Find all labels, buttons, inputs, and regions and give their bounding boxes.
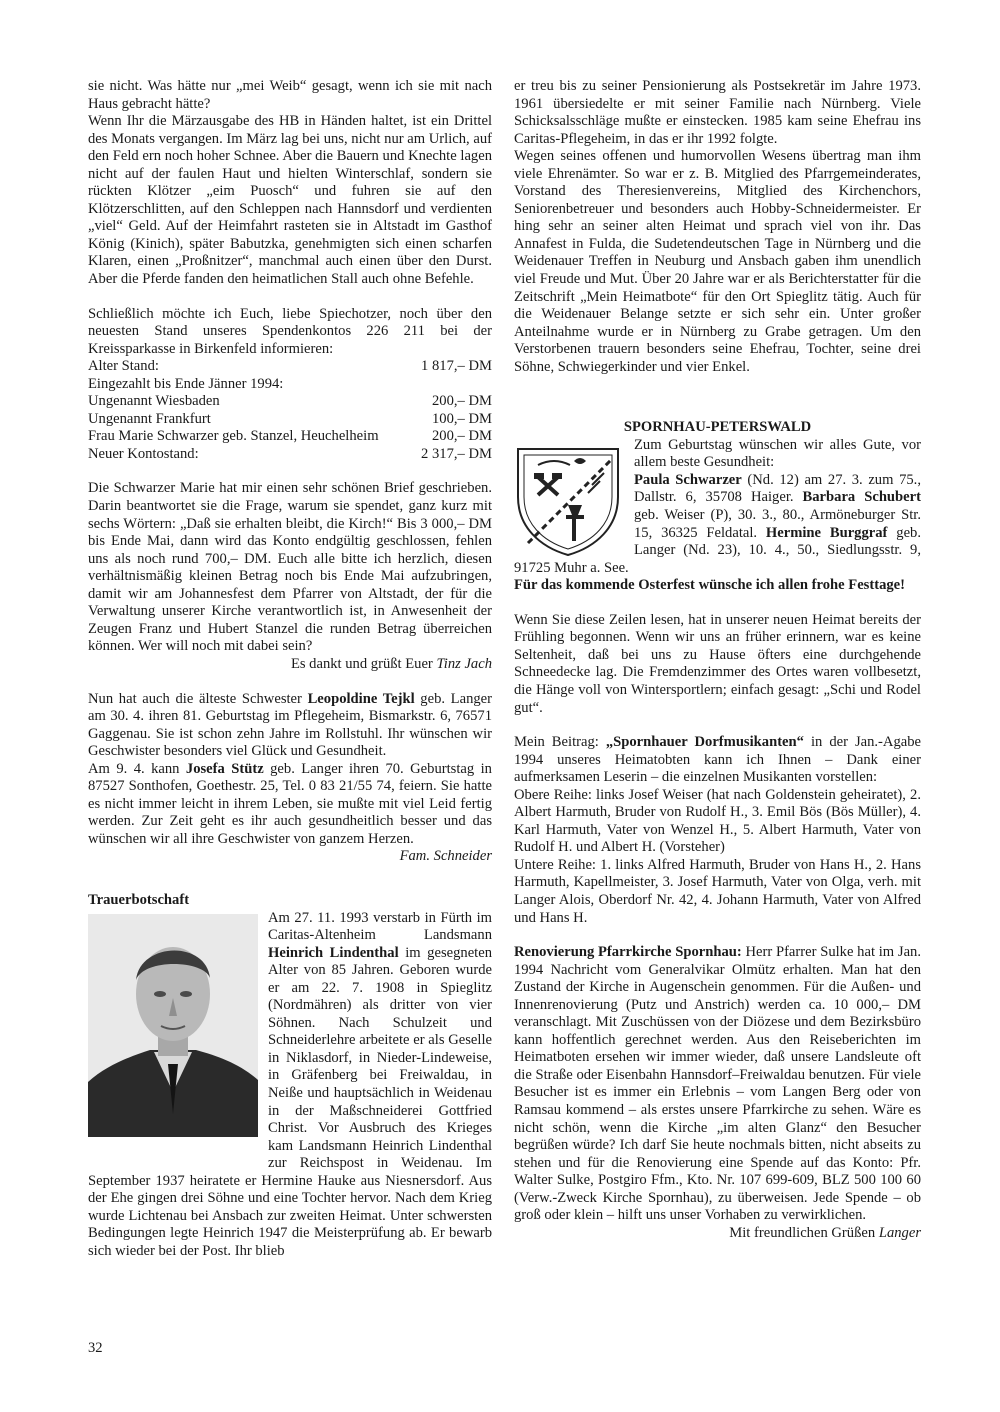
- donation-label: Alter Stand:: [88, 358, 159, 375]
- page-number: 32: [88, 1340, 103, 1356]
- stuetz-text: Am 9. 4. kann: [88, 760, 180, 777]
- coat-of-arms-frame: [514, 437, 628, 557]
- thanks-line: [88, 656, 492, 674]
- renovation-paragraph: [514, 944, 921, 1225]
- music-title: „Spornhauer Dorfmusikanten“: [605, 734, 804, 751]
- donation-row: [88, 446, 492, 464]
- renovation-heading: Renovierung Pfarrkirche Spornhau:: [514, 944, 742, 961]
- donation-label: Ungenannt Frankfurt: [88, 410, 211, 427]
- donation-label: Ungenannt Wiesbaden: [88, 393, 220, 410]
- spring-paragraph: Wenn Sie diese Zeilen lesen, hat in unserer neuen Heimat bereits der Frühling begonnen. Wenn wir uns an früher erinnern, war es keine Seltenheit, daß bei uns zu Hause öfters eine durchgehende Schneedecke lag. Die Fremdenzimmer des Ortes waren vollbesetzt, die Hänge voll von Wintersportlern; einfach gesagt: „Schi und Rodel gut“.: [514, 611, 921, 716]
- tejkl-text: Nun hat auch die älteste Schwester: [88, 690, 302, 707]
- intro-paragraph: sie nicht. Was hätte nur „mei Weib“ gesagt, wenn ich sie mit nach Haus gebracht hätte?: [88, 78, 492, 112]
- stuetz-paragraph: [88, 761, 492, 849]
- obituary-continuation-2: Wegen seines offenen und humorvollen Wesens übertrag man ihm viele Ehrenämter. So war er z. B. Mitglied des Pfarrgemeinderates, Vorstand des Theresienvereins, Mitglied des Kirchenchors, Seniorenbetreuer und besonders auch Hobby-Schneidermeister. Er hing sehr an seiner alten Heimat und sprach viel von ihr. Das Annafest in Fulda, die Sudetendeutschen Tage in Nürnberg und die Weidenauer Treffen in Neuburg und Ansbach gaben ihm unendlich viel Freude und Mut. Über 20 Jahre war er als Berichterstatter für die Zeitschrift „Mein Heimatbote“ für den Ort Spieglitz tätig. Auch für die Weidenauer Belange setzte er sich sehr ein. Unter großer Anteilnahme wurde er in Nürnberg zu Grabe getragen. Um den Verstorbenen trauern besonders seine Ehefrau, Tochter, seine drei Söhne, Schwiegerkinder und vier Enkel.: [514, 148, 921, 375]
- donation-value: 1 817,– DM: [421, 358, 492, 375]
- stuetz-details: geb. Langer ihren 70. Geburtstag in 87527 Sonthofen, Goethestr. 25, Tel. 0 83 21/55 74, feiern. Sie hatte es nicht immer leicht in ihrem Leben, sie mußte mit viel Leid fertig werden. Zur Zeit geht es ihr auch gesundheitlich besser und das wünschen wir all ihre Geschwister von ganzem Herzen.: [88, 760, 492, 847]
- donation-row: [88, 358, 492, 376]
- donation-row: [88, 376, 492, 394]
- birthday-details: (Nd. 12) am 27. 3. zum 75., Dallstr. 6, 35708 Haiger.: [634, 471, 921, 506]
- obituary-heading: Trauerbotschaft: [88, 891, 190, 908]
- donation-intro: Schließlich möchte ich Euch, liebe Spiechotzer, noch über den neuesten Stand unseres Spendenkontos 226 211 bei der Kreissparkasse in Birkenfeld informieren:: [88, 305, 492, 357]
- schwarzer-paragraph: Die Schwarzer Marie hat mir einen sehr schönen Brief geschrieben. Darin beantwortet sie die Frage, warum sie spendet, ganz kurz mit sechs Wörtern: „Daß sie erhalten bleibt, die Kirch!“ Bis 3 000,– DM bis Ende Mai, dann wird das Konto endgültig geschlossen, fehlen uns als noch rund 700,– DM. Euch alle bitte ich herzlich, diesen verhältnismäßig kleinen Betrag noch bis Ende Mai aufzubringen, damit wir am Johannesfest dem Pfarrer von Altstadt, der für die Verwaltung unserer Kirche verantwortlich ist, in Anwesenheit der Zeugen Franz und Hubert Stanzel die runden Betrag überreichen können. Wer will noch mit dabei sein?: [88, 480, 492, 655]
- music-text: Mein Beitrag:: [514, 734, 599, 751]
- coat-of-arms-icon: [514, 443, 622, 557]
- portrait-image: [88, 914, 258, 1137]
- easter-greeting: Für das kommende Osterfest wünsche ich allen frohe Festtage!: [514, 577, 906, 594]
- birthday-name: Paula Schwarzer: [634, 471, 742, 488]
- lower-row-paragraph: Untere Reihe: 1. links Alfred Harmuth, Bruder von Hans H., 2. Hans Harmuth, Kapellmeister, 3. Josef Harmuth, Vater von Olga, verh. mit Langer Alois, Oberdorf Nr. 42, 4. Johann Harmuth, Vater von Alfred und Hans H.: [514, 856, 921, 926]
- right-column: [514, 78, 921, 1242]
- donation-label: Frau Marie Schwarzer geb. Stanzel, Heuchelheim: [88, 428, 379, 445]
- portrait-photo-frame: [88, 910, 262, 1156]
- birthday-name: Hermine Burggraf: [765, 524, 888, 541]
- birthday-name: Barbara Schubert: [802, 489, 921, 506]
- closing-line: [514, 1225, 921, 1243]
- upper-row-paragraph: Obere Reihe: links Josef Weiser (hat nach Goldenstein geheiratet), 2. Albert Harmuth, Bruder von Rudolf H., 3. Emil Bös (Bös Müller), 4. Karl Harmuth, Vater von Wenzel H., 5. Albert Harmuth, Vater von Rudolf H. und Albert H. (Vorsteher): [514, 786, 921, 856]
- thanks-text: Es dankt und grüßt Euer: [290, 655, 433, 672]
- stuetz-name: Josefa Stütz: [185, 760, 264, 777]
- renovation-text: Herr Pfarrer Sulke hat im Jan. 1994 Nachricht vom Generalvikar Olmütz erhalten. Man hat den Zustand der Kirche in Augenschein genommen. Für die Außen- und Innenrenovierung (Putz und Anstrich) werden ca. 10 000,– DM veranschlagt. Mit Zuschüssen von der Diözese und dem Bezirksbüro kann hoffentlich gerechnet werden. Aus den Reiseberichten im Heimatboten ersehen wir immer wieder, daß unsere Landsleute oft die Straße oder Eisenbahn Hannsdorf–Freiwaldau benutzen. Für viele Besucher ist es immer ein Erlebnis – vom Langen Berg oder von Ramsau kommend – als erstes unsere Pfarrkirche zu sehen. Wäre es nicht schön, wenn die Kirche „im alten Glanz“ den Besucher begrüßen würde? Ich darf Sie heute nochmals bitten, nicht abseits zu stehen und für die Renovierung eine Spende auf das Konto: Pfr. Walter Sulke, Postgiro Ffm., Kto. Nr. 107 699-609, BLZ 500 100 60 (Verw.-Zweck Kirche Spornhau), zu überweisen. Jede Spende – ob groß oder klein – hilft uns unser Vorhaben zu verwirklichen.: [514, 944, 921, 1224]
- music-details: in der Jan.-Agabe 1994 unseres Heimatobten kann ich Ihnen – Dank einer aufmerksamen Leserin – die einzelnen Musikanten vorstellen:: [514, 734, 922, 786]
- donation-row: [88, 411, 492, 429]
- section-heading: SPORNHAU-PETERSWALD: [623, 419, 812, 436]
- donation-row: [88, 428, 492, 446]
- obituary-text: Am 27. 11. 1993 verstarb in Fürth im Caritas-Altenheim Landsmann: [268, 909, 492, 944]
- tejkl-name: Leopoldine Tejkl: [307, 690, 415, 707]
- obituary-continuation-1: er treu bis zu seiner Pensionierung als Postsekretär im Jahre 1973. 1961 übersiedelte er mit seiner Familie nach Nürnberg. Viele Schicksalsschläge mußte er einstecken. 1985 kam seine Ehefrau ins Caritas-Pflegeheim, in das er ihr 1992 folgte.: [514, 78, 921, 147]
- donation-value: 100,– DM: [432, 410, 492, 427]
- donation-value: 200,– DM: [432, 393, 492, 410]
- birthday-intro: Zum Geburtstag wünschen wir alles Gute, vor allem beste Gesundheit:: [634, 436, 921, 471]
- donation-value: 200,– DM: [432, 428, 492, 445]
- left-column: [88, 78, 492, 1260]
- portrait-photo: [88, 914, 258, 1137]
- birthday-details: geb. Langer (Nd. 23), 10. 4., 50., Siedlungsstr. 9, 91725 Muhr a. See.: [514, 524, 921, 576]
- thanks-signature: Tinz Jach: [436, 655, 492, 672]
- march-paragraph: Wenn Ihr die Märzausgabe des HB in Händen haltet, ist ein Drittel des Monats vergangen. Im März lag bei uns, nicht nur am Urlich, auf den Feld ern noch hoher Schnee. Aber die Bauern und Knechte lagen nicht auf der faulen Haut und hielten Winterschlaf, sondern sie rückten Klötzer „eim Puosch“ und fuhren sie auf den Klötzerschlitten, auf den Schleppen nach Hannsdorf und verdienten „viel“ Geld. Auf der Heimfahrt rasteten sie in Altstadt im Gasthof König (Kinich), später Babutzka, genehmigten sich einen scharfen Klaren, einen „Proßnitzer“, manchmal auch einen über den Durst. Aber die Pferde fanden den heimatlichen Stall auch ohne Befehle.: [88, 113, 492, 288]
- donation-label: Neuer Kontostand:: [88, 445, 199, 462]
- closing-signature: Langer: [878, 1224, 921, 1241]
- music-paragraph: [514, 734, 921, 787]
- donation-table: [88, 358, 492, 463]
- tejkl-paragraph: [88, 691, 492, 761]
- family-signature: Fam. Schneider: [399, 848, 492, 865]
- donation-label: Eingezahlt bis Ende Jänner 1994:: [88, 375, 284, 392]
- donation-row: [88, 393, 492, 411]
- obituary-name: Heinrich Lindenthal: [268, 944, 399, 961]
- obituary-details: im gesegneten Alter von 85 Jahren. Geboren wurde er am 22. 7. 1908 in Spieglitz (Nordmähren) als dritter von vier Söhnen. Nach Schulzeit und Schneiderlehre arbeitete er als Geselle in Niklasdorf, in Nieder-Lindeweise, in Gräfenberg bei Freiwaldau, in Neiße und hauptsächlich in Weidenau in der Maßschneiderei Gottfried Christ. Vor Ausbruch des Krieges kam Landsmann Heinrich Lindenthal zur Reichspost in Weidenau. Im September 1937 heiratete er Hermine Hauke aus Niesnersdorf. Aus der Ehe gingen drei Söhne und eine Tochter hervor. Nach dem Krieg wurde Lichtenau bei Ansbach zur zweiten Heimat. Unter schwersten Bedingungen legte Heinrich 1947 die Meisterprüfung ab. Er bewarb sich wieder bei der Post. Ihr blieb: [88, 944, 493, 1259]
- tejkl-details: geb. Langer am 30. 4. ihren 81. Geburtstag im Pflegeheim, Bismarkstr. 6, 76571 Gaggenau. Sie ist schon zehn Jahre im Rollstuhl. Ihr wünschen wir Geschwister besonders viel Glück und Gesundheit.: [88, 690, 492, 760]
- closing-text: Mit freundlichen Grüßen: [729, 1224, 876, 1241]
- birthday-details: geb. Weiser (P), 30. 3., 80., Armöneburger Str. 15, 36325 Feldatal.: [634, 507, 921, 541]
- donation-value: 2 317,– DM: [421, 445, 492, 462]
